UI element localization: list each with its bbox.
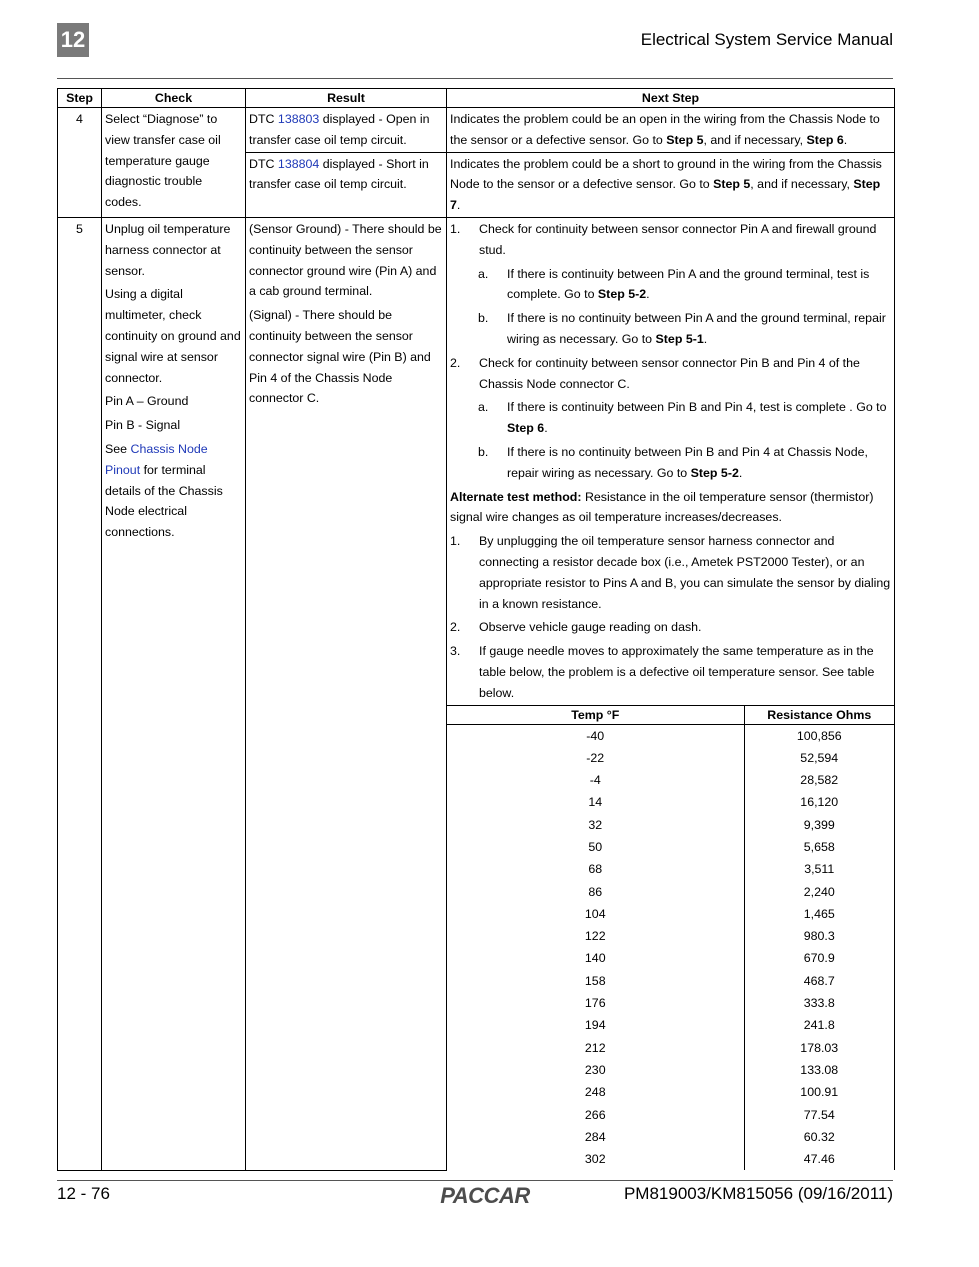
table-row [447, 791, 894, 813]
table-row [447, 903, 894, 925]
dtc-link[interactable]: 138804 [277, 156, 320, 171]
table-row [447, 925, 894, 947]
temp-cell: 266 [447, 1104, 744, 1126]
resistance-table [447, 706, 894, 1171]
result-cell: (Sensor Ground) - There should be continuity between the sensor connector ground wire (Pin A) and a cab ground terminal. (Signal) - There should be continuity between the sensor connector signal wire (Pin B) and Pin 4 of the Chassis Node connector C. [246, 217, 447, 1170]
resistance-cell: 16,120 [800, 795, 839, 810]
logo-text: PACCAR [440, 1183, 530, 1207]
temp-cell: 248 [447, 1081, 744, 1103]
temp-header: Temp °F [447, 706, 744, 725]
step-number: 5 [58, 217, 102, 1170]
table-row [447, 1037, 894, 1059]
table-row [447, 814, 894, 836]
resistance-cell: 133.08 [800, 1062, 839, 1077]
temp-cell: 104 [447, 903, 744, 925]
resistance-cell: 241.8 [803, 1018, 835, 1033]
temp-cell: 32 [447, 814, 744, 836]
manual-title: Electrical System Service Manual [640, 30, 893, 49]
list-item: 2. Check for continuity between sensor connector Pin B and Pin 4 of the Chassis Node connector C. [450, 355, 860, 391]
list-item: 1. By unplugging the oil temperature sensor harness connector and connecting a resistor decade box (i.e., Ametek PST2000 Tester), or an appropriate resistor to Pins A and B, you can simulate the sensor by dialing in a known resistance. [450, 534, 891, 611]
resistance-header-row [447, 706, 894, 725]
list-item: 3. If gauge needle moves to approximately the same temperature as in the table below, the problem is a defective oil temperature sensor. See table below. [450, 644, 875, 700]
header-rule [57, 78, 893, 79]
temp-cell: 302 [447, 1148, 744, 1170]
table-row [447, 1081, 894, 1103]
list-item: 2. Observe vehicle gauge reading on dash. [450, 620, 702, 635]
table-row [447, 947, 894, 969]
resistance-cell: 2,240 [803, 884, 835, 899]
table-row [447, 970, 894, 992]
resistance-cell: 9,399 [803, 817, 835, 832]
resistance-cell: 60.32 [803, 1129, 835, 1144]
col-header-check: Check [102, 89, 246, 108]
next-step-cell: Indicates the problem could be an open in the wiring from the Chassis Node to the sensor or a defective sensor. Go to Step 5, and if necessary, Step 6. [447, 108, 895, 153]
list-item: 1. Check for continuity between sensor connector Pin A and firewall ground stud. [450, 221, 877, 257]
table-row [447, 992, 894, 1014]
resistance-cell: 100,856 [796, 728, 842, 743]
result-cell: DTC 138804 displayed - Short in transfer case oil temp circuit. [246, 152, 447, 217]
table-row [447, 1104, 894, 1126]
resistance-cell: 47.46 [803, 1152, 835, 1167]
temp-cell: 122 [447, 925, 744, 947]
check-cell: Unplug oil temperature harness connector at sensor. Using a digital multimeter, check continuity on ground and signal wire at sensor connector. Pin A – Ground Pin B - Signal See Chassis Node Pinout for terminal details of the Chassis Node electrical connections. [102, 217, 246, 1170]
chassis-node-pinout-link[interactable]: Chassis Node Pinout [105, 441, 208, 477]
resistance-table-cell [447, 705, 895, 1170]
table-row [447, 1059, 894, 1081]
chapter-badge: 12 [57, 23, 89, 57]
table-row [447, 747, 894, 769]
resistance-cell: 333.8 [803, 996, 835, 1011]
table-row [447, 769, 894, 791]
list-item: b. If there is no continuity between Pin B and Pin 4 at Chassis Node, repair wiring as necessary. Go to Step 5-2. [478, 444, 868, 480]
dtc-link[interactable]: 138803 [277, 112, 320, 126]
temp-cell: 86 [447, 881, 744, 903]
list-item: b. If there is no continuity between Pin A and the ground terminal, repair wiring as necessary. Go to Step 5-1. [478, 311, 886, 346]
list-item: a. If there is continuity between Pin B and Pin 4, test is complete . Go to Step 6. [478, 400, 887, 436]
resistance-cell: 28,582 [800, 773, 839, 788]
temp-cell: 194 [447, 1014, 744, 1036]
step-number: 4 [58, 108, 102, 218]
diagnostic-table [57, 88, 895, 1171]
temp-cell: 14 [447, 791, 744, 813]
col-header-next-step: Next Step [447, 89, 895, 108]
next-step-cell: Indicates the problem could be a short to ground in the wiring from the Chassis Node to the sensor or a defective sensor. Go to Step 5, and if necessary, Step 7. [447, 152, 895, 217]
resistance-cell: 52,594 [800, 750, 839, 765]
resistance-cell: 3,511 [804, 862, 835, 877]
table-row [447, 1014, 894, 1036]
temp-cell: 176 [447, 992, 744, 1014]
resistance-cell: 1,465 [803, 906, 835, 921]
paccar-logo [432, 1183, 538, 1207]
resistance-cell: 468.7 [803, 973, 835, 988]
footer-rule [57, 1180, 893, 1181]
table-row [447, 724, 894, 747]
table-row [447, 858, 894, 880]
temp-cell: -40 [447, 724, 744, 747]
check-cell: Select “Diagnose” to view transfer case oil temperature gauge diagnostic trouble codes. [102, 108, 246, 218]
temp-cell: 50 [447, 836, 744, 858]
table-header-row [58, 89, 895, 108]
temp-cell: 284 [447, 1126, 744, 1148]
resistance-cell: 178.03 [800, 1040, 839, 1055]
table-row [58, 217, 895, 705]
alternate-test-method: Alternate test method: Resistance in the oil temperature sensor (thermistor) signal wire changes as oil temperature increases/decreases. [450, 489, 874, 525]
document-number: PM819003/KM815056 (09/16/2011) [623, 1184, 893, 1203]
table-row [58, 108, 895, 153]
temp-cell: 68 [447, 858, 744, 880]
temp-cell: 212 [447, 1037, 744, 1059]
temp-cell: -22 [447, 747, 744, 769]
resistance-cell: 670.9 [803, 951, 835, 966]
page-number: 12 - 76 [57, 1184, 110, 1203]
list-item: a. If there is continuity between Pin A and the ground terminal, test is complete. Go to Step 5-2. [478, 266, 870, 302]
temp-cell: 230 [447, 1059, 744, 1081]
next-step-cell [447, 217, 895, 705]
resistance-cell: 77.54 [803, 1107, 835, 1122]
table-row [447, 1148, 894, 1170]
resistance-header: Resistance Ohms [744, 706, 894, 725]
table-row [447, 1126, 894, 1148]
table-row [447, 836, 894, 858]
table-row [447, 881, 894, 903]
resistance-cell: 5,658 [803, 840, 835, 854]
resistance-cell: 100.91 [800, 1085, 839, 1100]
col-header-result: Result [246, 89, 447, 108]
temp-cell: -4 [447, 769, 744, 791]
resistance-cell: 980.3 [803, 929, 835, 944]
temp-cell: 158 [447, 970, 744, 992]
result-cell: DTC 138803 displayed - Open in transfer case oil temp circuit. [246, 108, 447, 153]
temp-cell: 140 [447, 947, 744, 969]
col-header-step: Step [58, 89, 102, 108]
